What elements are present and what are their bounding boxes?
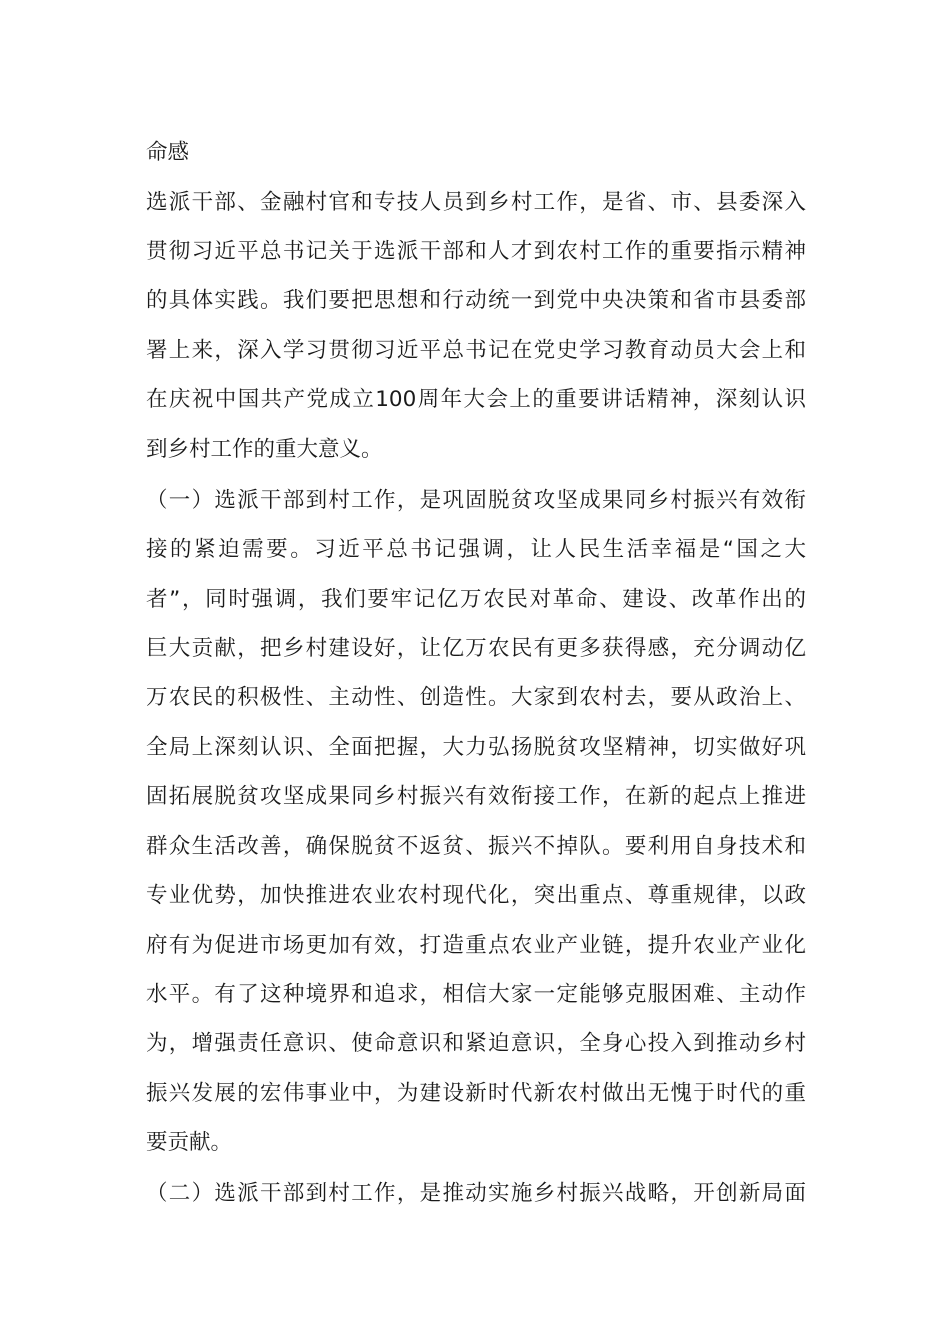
text-line: 选派干部、金融村官和专技人员到乡村工作，是省、市、县委深入 (146, 190, 806, 215)
text-line: （一）选派干部到村工作，是巩固脱贫攻坚成果同乡村振兴有效衔 (146, 488, 806, 513)
text-line: 为，增强责任意识、使命意识和紧迫意识，全身心投入到推动乡村 (146, 1031, 806, 1056)
text-line: 命感 (146, 140, 190, 165)
text-line: 群众生活改善，确保脱贫不返贫、振兴不掉队。要利用自身技术和 (146, 834, 806, 859)
text-line: 固拓展脱贫攻坚成果同乡村振兴有效衔接工作，在新的起点上推进 (146, 784, 806, 809)
text-line: （二）选派干部到村工作，是推动实施乡村振兴战略，开创新局面 (146, 1181, 806, 1206)
text-line: 署上来，深入学习贯彻习近平总书记在党史学习教育动员大会上和 (146, 338, 806, 363)
text-line: 府有为促进市场更加有效，打造重点农业产业链，提升农业产业化 (146, 933, 806, 958)
text-line: 的具体实践。我们要把思想和行动统一到党中央决策和省市县委部 (146, 288, 806, 313)
text-line: 振兴发展的宏伟事业中，为建设新时代新农村做出无愧于时代的重 (146, 1081, 806, 1106)
text-line: 要贡献。 (146, 1130, 233, 1155)
text-line: 专业优势，加快推进农业农村现代化，突出重点、尊重规律，以政 (146, 883, 806, 908)
text-line: 万农民的积极性、主动性、创造性。大家到农村去，要从政治上、 (146, 685, 806, 710)
text-line: 到乡村工作的重大意义。 (146, 437, 383, 462)
text-line: 贯彻习近平总书记关于选派干部和人才到农村工作的重要指示精神 (146, 239, 806, 264)
text-line: 者”，同时强调，我们要牢记亿万农民对革命、建设、改革作出的 (146, 587, 806, 612)
text-line: 巨大贡献，把乡村建设好，让亿万农民有更多获得感，充分调动亿 (146, 636, 806, 661)
text-line: 在庆祝中国共产党成立100周年大会上的重要讲话精神，深刻认识 (146, 387, 806, 412)
text-line: 水平。有了这种境界和追求，相信大家一定能够克服困难、主动作 (146, 982, 806, 1007)
text-line: 全局上深刻认识、全面把握，大力弘扬脱贫攻坚精神，切实做好巩 (146, 735, 806, 760)
text-line: 接的紧迫需要。习近平总书记强调，让人民生活幸福是“国之大 (146, 537, 806, 562)
